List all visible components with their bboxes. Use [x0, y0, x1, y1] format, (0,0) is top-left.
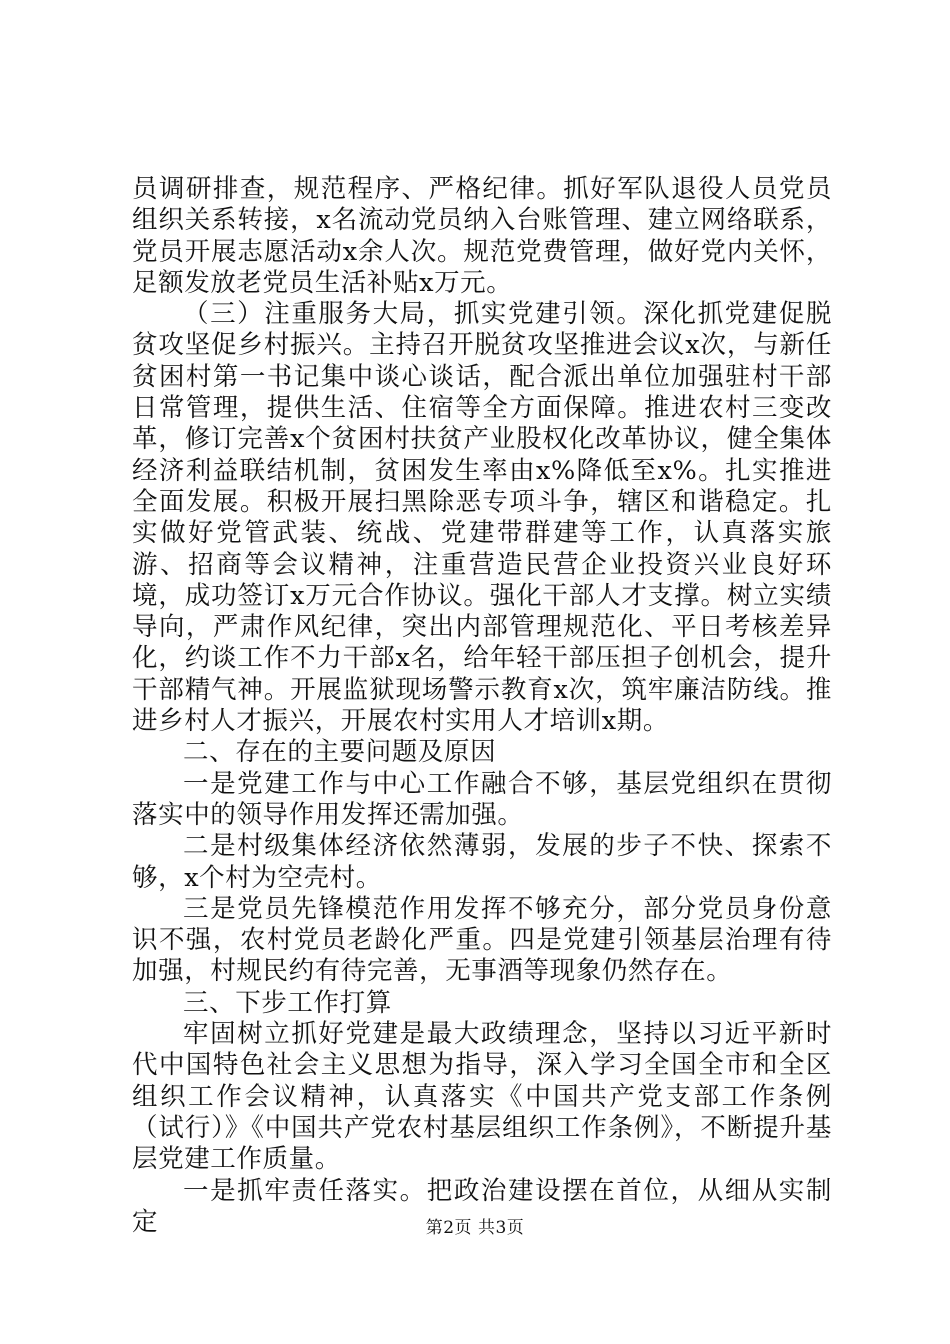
paragraph-service-overall: （三）注重服务大局，抓实党建引领。深化抓党建促脱贫攻坚促乡村振兴。主持召开脱贫攻坚推进会议x次，与新任贫困村第一书记集中谈心谈话，配合派出单位加强驻村干部日常管理，提供生活、住宿等全方面保障。推进农村三变改革，修订完善x个贫困村扶贫产业股权化改革协议，健全集体经济利益联结机制，贫困发生率由x%降低至x%。扎实推进全面发展。积极开展扫黑除恶专项斗争，辖区和谐稳定。扎实做好党管武装、统战、党建带群建等工作，认真落实旅游、招商等会议精神，注重营造民营企业投资兴业良好环境，成功签订x万元合作协议。强化干部人才支撑。树立实绩导向，严肃作风纪律，突出内部管理规范化、平日考核差异化，约谈工作不力干部x名，给年轻干部压担子创机会，提升干部精气神。开展监狱现场警示教育x次，筑牢廉洁防线。推进乡村人才振兴，开展农村实用人才培训x期。: [132, 299, 832, 737]
document-body: [132, 174, 832, 1238]
paragraph-problem-two: 二是村级集体经济依然薄弱，发展的步子不快、探索不够，x个村为空壳村。: [132, 831, 832, 893]
paragraph-next-steps-intro: 牢固树立抓好党建是最大政绩理念，坚持以习近平新时代中国特色社会主义思想为指导，深入学习全国全市和全区组织工作会议精神，认真落实《中国共产党支部工作条例（试行）》《中国共产党农村基层组织工作条例》，不断提升基层党建工作质量。: [132, 1019, 832, 1175]
section-heading-problems: 二、存在的主要问题及原因: [183, 737, 497, 768]
paragraph-next-step-one: 一是抓牢责任落实。把政治建设摆在首位，从细从实制定: [132, 1175, 832, 1237]
page-number-footer: 第2页 共3页: [425, 1218, 525, 1238]
section-heading-next-steps: 三、下步工作打算: [183, 987, 392, 1018]
paragraph-continued-recruitment: 员调研排查，规范程序、严格纪律。抓好军队退役人员党员组织关系转接，x名流动党员纳入台账管理、建立网络联系，党员开展志愿活动x余人次。规范党费管理，做好党内关怀，足额发放老党员生活补贴x万元。: [132, 174, 832, 298]
paragraph-problem-one: 一是党建工作与中心工作融合不够，基层党组织在贯彻落实中的领导作用发挥还需加强。: [132, 768, 832, 830]
paragraph-problem-three-four: 三是党员先锋模范作用发挥不够充分，部分党员身份意识不强，农村党员老龄化严重。四是党建引领基层治理有待加强，村规民约有待完善，无事酒等现象仍然存在。: [132, 893, 832, 987]
